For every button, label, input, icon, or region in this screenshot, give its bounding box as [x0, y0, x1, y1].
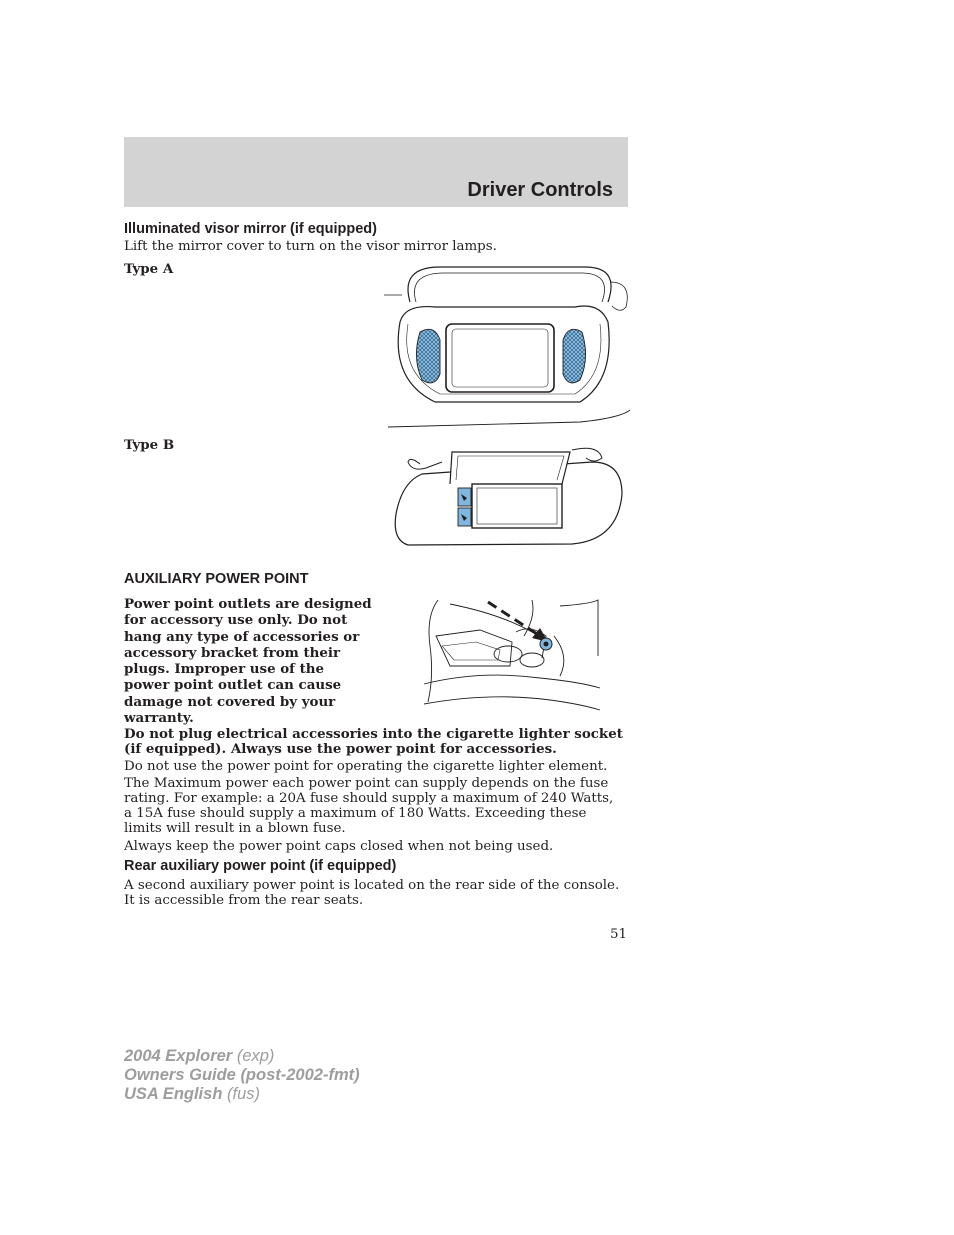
footer-line-1	[124, 1047, 360, 1066]
visor-instruction: Lift the mirror cover to turn on the visor mirror lamps.	[124, 239, 497, 254]
footer-guide: Owners Guide (post-2002-fmt)	[124, 1066, 360, 1084]
max-power-paragraph	[124, 776, 613, 836]
footer-line-3	[124, 1085, 360, 1104]
rear-line: It is accessible from the rear seats.	[124, 893, 364, 908]
footer-model-code: (exp)	[236, 1047, 275, 1065]
caps-note: Always keep the power point caps closed when not being used.	[124, 839, 554, 854]
warning-line: power point outlet can cause	[124, 677, 342, 694]
caution-line: (if equipped). Always use the power point for accessories.	[124, 741, 557, 757]
footer-language: USA English	[124, 1085, 223, 1103]
warning-line: hang any type of accessories or	[124, 628, 360, 645]
footer-model: 2004 Explorer	[124, 1047, 233, 1065]
visor-heading: Illuminated visor mirror (if equipped)	[124, 221, 377, 237]
warning-line: for accessory use only. Do not	[124, 612, 348, 629]
power-point-caution	[124, 727, 623, 757]
caution-line: Do not plug electrical accessories into the cigarette lighter socket	[124, 726, 623, 742]
type-b-label: Type B	[124, 437, 175, 453]
max-power-line: rating. For example: a 20A fuse should supply a maximum of 240 Watts,	[124, 791, 614, 806]
rear-power-point-heading: Rear auxiliary power point (if equipped)	[124, 858, 397, 874]
document-footer	[124, 1047, 360, 1104]
footer-language-code: (fus)	[227, 1085, 260, 1103]
warning-line: warranty.	[124, 710, 194, 727]
visor-mirror-type-a-illustration	[380, 262, 630, 432]
max-power-line: a 15A fuse should supply a maximum of 180 Watts. Exceeding these	[124, 806, 587, 821]
max-power-line: limits will result in a blown fuse.	[124, 821, 346, 836]
warning-line: accessory bracket from their	[124, 644, 341, 661]
lighter-note: Do not use the power point for operating the cigarette lighter element.	[124, 759, 608, 774]
warning-line: plugs. Improper use of the	[124, 661, 325, 678]
warning-line: Power point outlets are designed	[124, 596, 372, 612]
rear-power-point-paragraph	[124, 878, 619, 908]
power-point-console-illustration	[420, 596, 602, 714]
footer-line-2	[124, 1066, 360, 1085]
rear-line: A second auxiliary power point is located on the rear side of the console.	[124, 878, 620, 893]
warning-line: damage not covered by your	[124, 693, 336, 710]
visor-mirror-type-b-illustration	[392, 444, 628, 548]
section-header-band	[124, 137, 628, 207]
power-point-warning	[124, 596, 372, 726]
section-title: Driver Controls	[467, 179, 613, 201]
page-number: 51	[609, 927, 627, 942]
type-a-label: Type A	[124, 261, 174, 277]
max-power-line: The Maximum power each power point can supply depends on the fuse	[124, 776, 609, 791]
power-point-heading: AUXILIARY POWER POINT	[124, 571, 309, 587]
